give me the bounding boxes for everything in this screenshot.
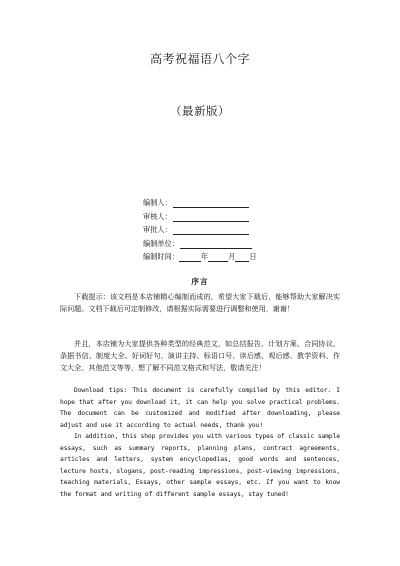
document-subtitle: （最新版）	[170, 104, 230, 118]
form-label-time: 编制时间：	[143, 252, 179, 261]
form-blank-approver	[173, 226, 249, 235]
form-label-reviewer: 审核人：	[143, 211, 172, 221]
form-row-time	[143, 249, 273, 262]
paragraph-download-tip-en: Download tips: This document is carefully compiled by this editor. I hope that after you download it, it can help you solve practical problems. The document can be customized and modified after downloading, please adjust and use it according to actual needs, thank you!	[60, 387, 340, 429]
form-row-compiler	[143, 195, 273, 208]
form-blank-reviewer	[173, 213, 249, 222]
form-row-reviewer	[143, 209, 273, 222]
form-label-day: 日	[249, 252, 257, 261]
document-title: 高考祝福语八个字	[149, 52, 250, 66]
form-label-month: 月	[228, 252, 236, 261]
form-blank-day	[235, 253, 249, 262]
paragraph-sample-essays-cn: 并且，本店铺为大家提供各种类型的经典范文，如总结报告、计划方案、合同协议、条据书信、制度大全、好词好句、演讲主持、标语口号、读后感、观后感、教学资料、作文大全、其他范文等等，想了解不同范文格式和写法，敬请关注！	[60, 339, 340, 372]
form-blank-compiler	[173, 199, 249, 208]
form-blank-unit	[180, 240, 252, 249]
form-row-approver	[143, 222, 273, 235]
form-row-unit	[143, 236, 273, 249]
form-blank-month	[208, 253, 228, 262]
compilation-form	[143, 195, 273, 262]
preface-heading: 序言	[191, 277, 209, 286]
form-label-approver: 审批人：	[143, 225, 172, 234]
form-label-year: 年	[200, 252, 209, 261]
paragraph-sample-essays-en: In addition, this shop provides you with various types of classic sample essays, such as summary reports, planning plans, contract agreements, articles and letters, system encyclopedias, good words and sentences, lecture hosts, slogans, post-reading impressions, post-viewing impressions, teaching materials, Essays, other sample essays, etc. If you want to know the format and writing of different sample essays, stay tuned!	[60, 433, 340, 498]
form-label-unit: 编制单位：	[143, 238, 179, 248]
form-blank-year	[179, 253, 201, 262]
paragraph-download-tip-cn: 下载提示：该文档是本店铺精心编制而成的，希望大家下载后，能够帮助大家解决实际问题。文档下载后可定制修改，请根据实际需要进行调整和使用，谢谢！	[60, 292, 340, 313]
form-label-compiler: 编制人：	[143, 198, 172, 207]
